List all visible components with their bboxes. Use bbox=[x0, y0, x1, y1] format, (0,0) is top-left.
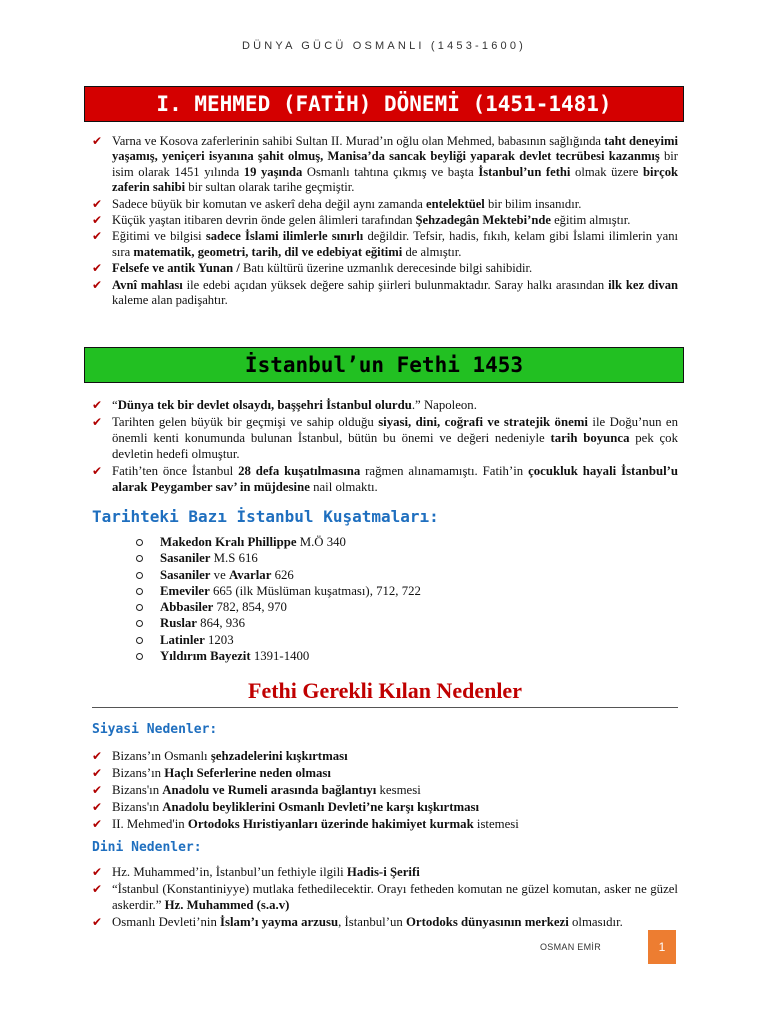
text-run: ve bbox=[210, 567, 229, 582]
bold-text: 19 yaşında bbox=[243, 164, 303, 179]
bold-text: Hadis-i Şerifi bbox=[346, 865, 420, 879]
bold-text: Dünya tek bir devlet olsaydı, başşehri İstanbul olurdu bbox=[117, 398, 412, 412]
text-run: Varna ve Kosova zaferlerinin sahibi Sultan II. Murad’ın oğlu olan Mehmed, babasının sağlığında bbox=[112, 134, 605, 148]
siege-item bbox=[136, 648, 421, 664]
check-mark-icon: ✔ bbox=[92, 882, 103, 896]
bold-text: Sasaniler bbox=[160, 567, 211, 582]
bold-text: Makedon Kralı Phillippe bbox=[160, 535, 297, 549]
bold-text: Avnî mahlası bbox=[112, 277, 183, 292]
siege-item bbox=[136, 550, 421, 566]
section-title-fatih: I. MEHMED (FATİH) DÖNEMİ (1451-1481) bbox=[84, 86, 684, 122]
bold-text: Yıldırım Bayezit bbox=[160, 649, 251, 664]
bold-text: Ortodoks Hıristiyanları üzerinde hakimiyet kurmak bbox=[187, 817, 474, 831]
bold-text: Avarlar bbox=[228, 567, 272, 582]
check-mark-icon: ✔ bbox=[92, 277, 103, 292]
text-run: kesmesi bbox=[376, 783, 421, 797]
text-run: “ bbox=[112, 398, 118, 412]
religious-reason-item bbox=[92, 864, 678, 880]
bold-text: Felsefe ve antik Yunan / bbox=[112, 261, 240, 276]
political-reason-item bbox=[92, 799, 678, 815]
text-run: M.Ö 340 bbox=[296, 535, 346, 549]
text-run: Fatih’ten önce İstanbul bbox=[112, 464, 239, 478]
bold-text: entelektüel bbox=[426, 196, 485, 211]
text-run: Tarihten gelen büyük bir geçmişi ve sahip olduğu bbox=[112, 415, 379, 429]
bold-text: Sasaniler bbox=[160, 551, 211, 566]
text-run: 1203 bbox=[204, 632, 234, 647]
bold-text: Ortodoks dünyasının merkezi bbox=[405, 915, 569, 929]
check-mark-icon: ✔ bbox=[92, 134, 103, 148]
fatih-fact-item bbox=[92, 261, 678, 276]
section-title-fethi: İstanbul’un Fethi 1453 bbox=[84, 347, 684, 383]
circle-bullet-icon bbox=[136, 572, 143, 579]
reasons-divider bbox=[92, 707, 678, 708]
sieges-list bbox=[136, 534, 421, 664]
check-mark-icon: ✔ bbox=[92, 229, 103, 244]
text-run: pek çok devletin hedefi olmuştur. bbox=[112, 431, 678, 461]
bold-text: çocukluk hayali İstanbul’u alarak Peygamber sav’ in müjdesine bbox=[112, 464, 679, 494]
bold-text: tarih boyunca bbox=[550, 431, 630, 445]
text-run: 864, 936 bbox=[196, 616, 245, 631]
text-run: olmasıdır. bbox=[568, 915, 623, 929]
text-run: bir bilim insanıdır. bbox=[484, 196, 582, 211]
religious-reason-item bbox=[92, 881, 678, 913]
check-mark-icon: ✔ bbox=[92, 213, 103, 228]
bold-text: şehzadelerini kışkırtması bbox=[210, 749, 348, 763]
siege-item bbox=[136, 583, 421, 599]
check-mark-icon: ✔ bbox=[92, 783, 103, 797]
text-run: ile edebi açıdan yüksek değere sahip şiirleri bulunmaktadır. Saray halkı arasından bbox=[182, 277, 609, 292]
bold-text: Anadolu beyliklerini Osmanlı Devleti’ne karşı kışkırtması bbox=[162, 800, 480, 814]
running-header: DÜNYA GÜCÜ OSMANLI (1453-1600) bbox=[241, 40, 527, 52]
check-mark-icon: ✔ bbox=[92, 749, 103, 763]
check-mark-icon: ✔ bbox=[92, 196, 103, 211]
bold-text: Haçlı Seferlerine neden olması bbox=[164, 766, 331, 780]
fatih-fact-item bbox=[92, 213, 678, 228]
circle-bullet-icon bbox=[136, 588, 143, 595]
bold-text: taht deneyimi yaşamış, yeniçeri isyanına şahit olmuş, Manisa’da sancak beyliği yaparak devlet tecrübesi kazanmış bbox=[112, 134, 679, 164]
fethi-fact-item bbox=[92, 463, 678, 495]
text-run: Hz. Muhammed’in, İstanbul’un fethiyle ilgili bbox=[112, 865, 347, 879]
bold-text: siyasi, dini, coğrafi ve stratejik önemi bbox=[378, 415, 588, 429]
bold-text: Hz. Muhammed (s.a.v) bbox=[164, 898, 290, 912]
political-reasons-heading: Siyasi Nedenler: bbox=[92, 722, 218, 737]
text-run: Bizans'ın bbox=[112, 783, 163, 797]
text-run: nail olmaktı. bbox=[309, 480, 378, 494]
political-reason-item bbox=[92, 782, 678, 798]
text-run: de almıştır. bbox=[402, 244, 462, 259]
circle-bullet-icon bbox=[136, 653, 143, 660]
bold-text: Anadolu ve Rumeli arasında bağlantıyı bbox=[162, 783, 377, 797]
fethi-facts-list bbox=[92, 397, 678, 496]
check-mark-icon: ✔ bbox=[92, 915, 103, 929]
text-run: olmak üzere bbox=[570, 164, 644, 179]
check-mark-icon: ✔ bbox=[92, 766, 103, 780]
text-run: Küçük yaştan itibaren devrin önde gelen âlimleri tarafından bbox=[112, 213, 416, 228]
check-mark-icon: ✔ bbox=[92, 817, 103, 831]
text-run: Eğitimi ve bilgisi bbox=[112, 229, 206, 244]
bold-text: Şehzadegân Mektebi’nde bbox=[415, 213, 551, 228]
fatih-fact-item bbox=[92, 229, 678, 260]
religious-reasons-list bbox=[92, 864, 678, 931]
text-run: bir sultan olarak tarihe geçmiştir. bbox=[185, 180, 355, 195]
text-run: bir isim olarak 1451 yılında bbox=[112, 149, 678, 179]
circle-bullet-icon bbox=[136, 555, 143, 562]
text-run: 665 (ilk Müslüman kuşatması), 712, 722 bbox=[209, 583, 421, 598]
siege-item bbox=[136, 534, 421, 550]
fatih-fact-item bbox=[92, 134, 678, 196]
text-run: 626 bbox=[271, 567, 294, 582]
circle-bullet-icon bbox=[136, 637, 143, 644]
bold-text: Emeviler bbox=[160, 583, 210, 598]
text-run: rağmen alınamamıştı. Fatih’in bbox=[360, 464, 529, 478]
bold-text: Abbasiler bbox=[160, 600, 214, 615]
text-run: Bizans’ın bbox=[112, 766, 165, 780]
fatih-fact-item bbox=[92, 197, 678, 212]
bold-text: Ruslar bbox=[160, 616, 197, 631]
bold-text: 28 defa kuşatılmasına bbox=[238, 464, 361, 478]
text-run: 782, 854, 970 bbox=[213, 600, 287, 615]
political-reason-item bbox=[92, 765, 678, 781]
text-run: “İstanbul (Konstantiniyye) mutlaka fethedilecektir. Orayı fetheden komutan ne güzel komutan, asker ne güzel askerdir.” bbox=[112, 882, 678, 912]
religious-reason-item bbox=[92, 914, 678, 930]
circle-bullet-icon bbox=[136, 604, 143, 611]
bold-text: sadece İslami ilimlerle sınırlı bbox=[205, 229, 364, 244]
text-run: .” Napoleon. bbox=[411, 398, 477, 412]
check-mark-icon: ✔ bbox=[92, 464, 103, 478]
religious-reasons-heading: Dini Nedenler: bbox=[92, 840, 202, 855]
text-run: Osmanlı tahtına çıkmış ve başta bbox=[302, 164, 479, 179]
text-run: Osmanlı Devleti’nin bbox=[112, 915, 221, 929]
text-run: 1391-1400 bbox=[250, 649, 310, 664]
bold-text: matematik, geometri, tarih, dil ve edebiyat eğitimi bbox=[133, 244, 403, 259]
political-reason-item bbox=[92, 748, 678, 764]
bold-text: ilk kez divan bbox=[608, 277, 678, 292]
footer-author: OSMAN EMİR bbox=[540, 942, 602, 952]
text-run: Bizans'ın bbox=[112, 800, 163, 814]
fatih-fact-item bbox=[92, 278, 678, 309]
siege-item bbox=[136, 599, 421, 615]
text-run: Sadece büyük bir komutan ve askerî deha değil aynı zamanda bbox=[112, 196, 427, 211]
circle-bullet-icon bbox=[136, 539, 143, 546]
siege-item bbox=[136, 615, 421, 631]
text-run: Batı kültürü üzerine uzmanlık derecesinde bilgi sahibidir. bbox=[239, 261, 533, 276]
page-number-badge: 1 bbox=[648, 930, 676, 964]
check-mark-icon: ✔ bbox=[92, 261, 103, 276]
text-run: M.S 616 bbox=[210, 551, 258, 566]
text-run: kaleme alan padişahtır. bbox=[112, 293, 228, 308]
check-mark-icon: ✔ bbox=[92, 800, 103, 814]
text-run: değildir. Tefsir, hadis, fıkıh, kelam gibi İslami ilimlerin yanı sıra bbox=[112, 229, 678, 259]
bold-text: Latinler bbox=[160, 632, 205, 647]
check-mark-icon: ✔ bbox=[92, 398, 103, 412]
text-run: ile Doğu’nun en önemli kenti konumunda bulunan İstanbul, bütün bu önemi ve değeri nedeniyle bbox=[112, 415, 678, 445]
check-mark-icon: ✔ bbox=[92, 415, 103, 429]
text-run: eğitim almıştır. bbox=[550, 213, 631, 228]
reasons-title: Fethi Gerekli Kılan Nedenler bbox=[248, 678, 522, 703]
fatih-facts-list bbox=[92, 134, 678, 309]
siege-item bbox=[136, 632, 421, 648]
text-run: II. Mehmed'in bbox=[112, 817, 188, 831]
text-run: istemesi bbox=[473, 817, 519, 831]
text-run: Bizans’ın Osmanlı bbox=[112, 749, 211, 763]
check-mark-icon: ✔ bbox=[92, 865, 103, 879]
siege-item bbox=[136, 567, 421, 583]
circle-bullet-icon bbox=[136, 620, 143, 627]
political-reason-item bbox=[92, 816, 678, 832]
fethi-fact-item bbox=[92, 414, 678, 462]
bold-text: birçok zaferin sahibi bbox=[112, 164, 678, 195]
bold-text: İslam’ı yayma arzusu bbox=[220, 915, 339, 929]
fethi-fact-item bbox=[92, 397, 678, 413]
text-run: , İstanbul’un bbox=[338, 915, 406, 929]
sieges-heading: Tarihteki Bazı İstanbul Kuşatmaları: bbox=[92, 507, 439, 526]
bold-text: İstanbul’un fethi bbox=[478, 164, 571, 179]
political-reasons-list bbox=[92, 748, 678, 833]
